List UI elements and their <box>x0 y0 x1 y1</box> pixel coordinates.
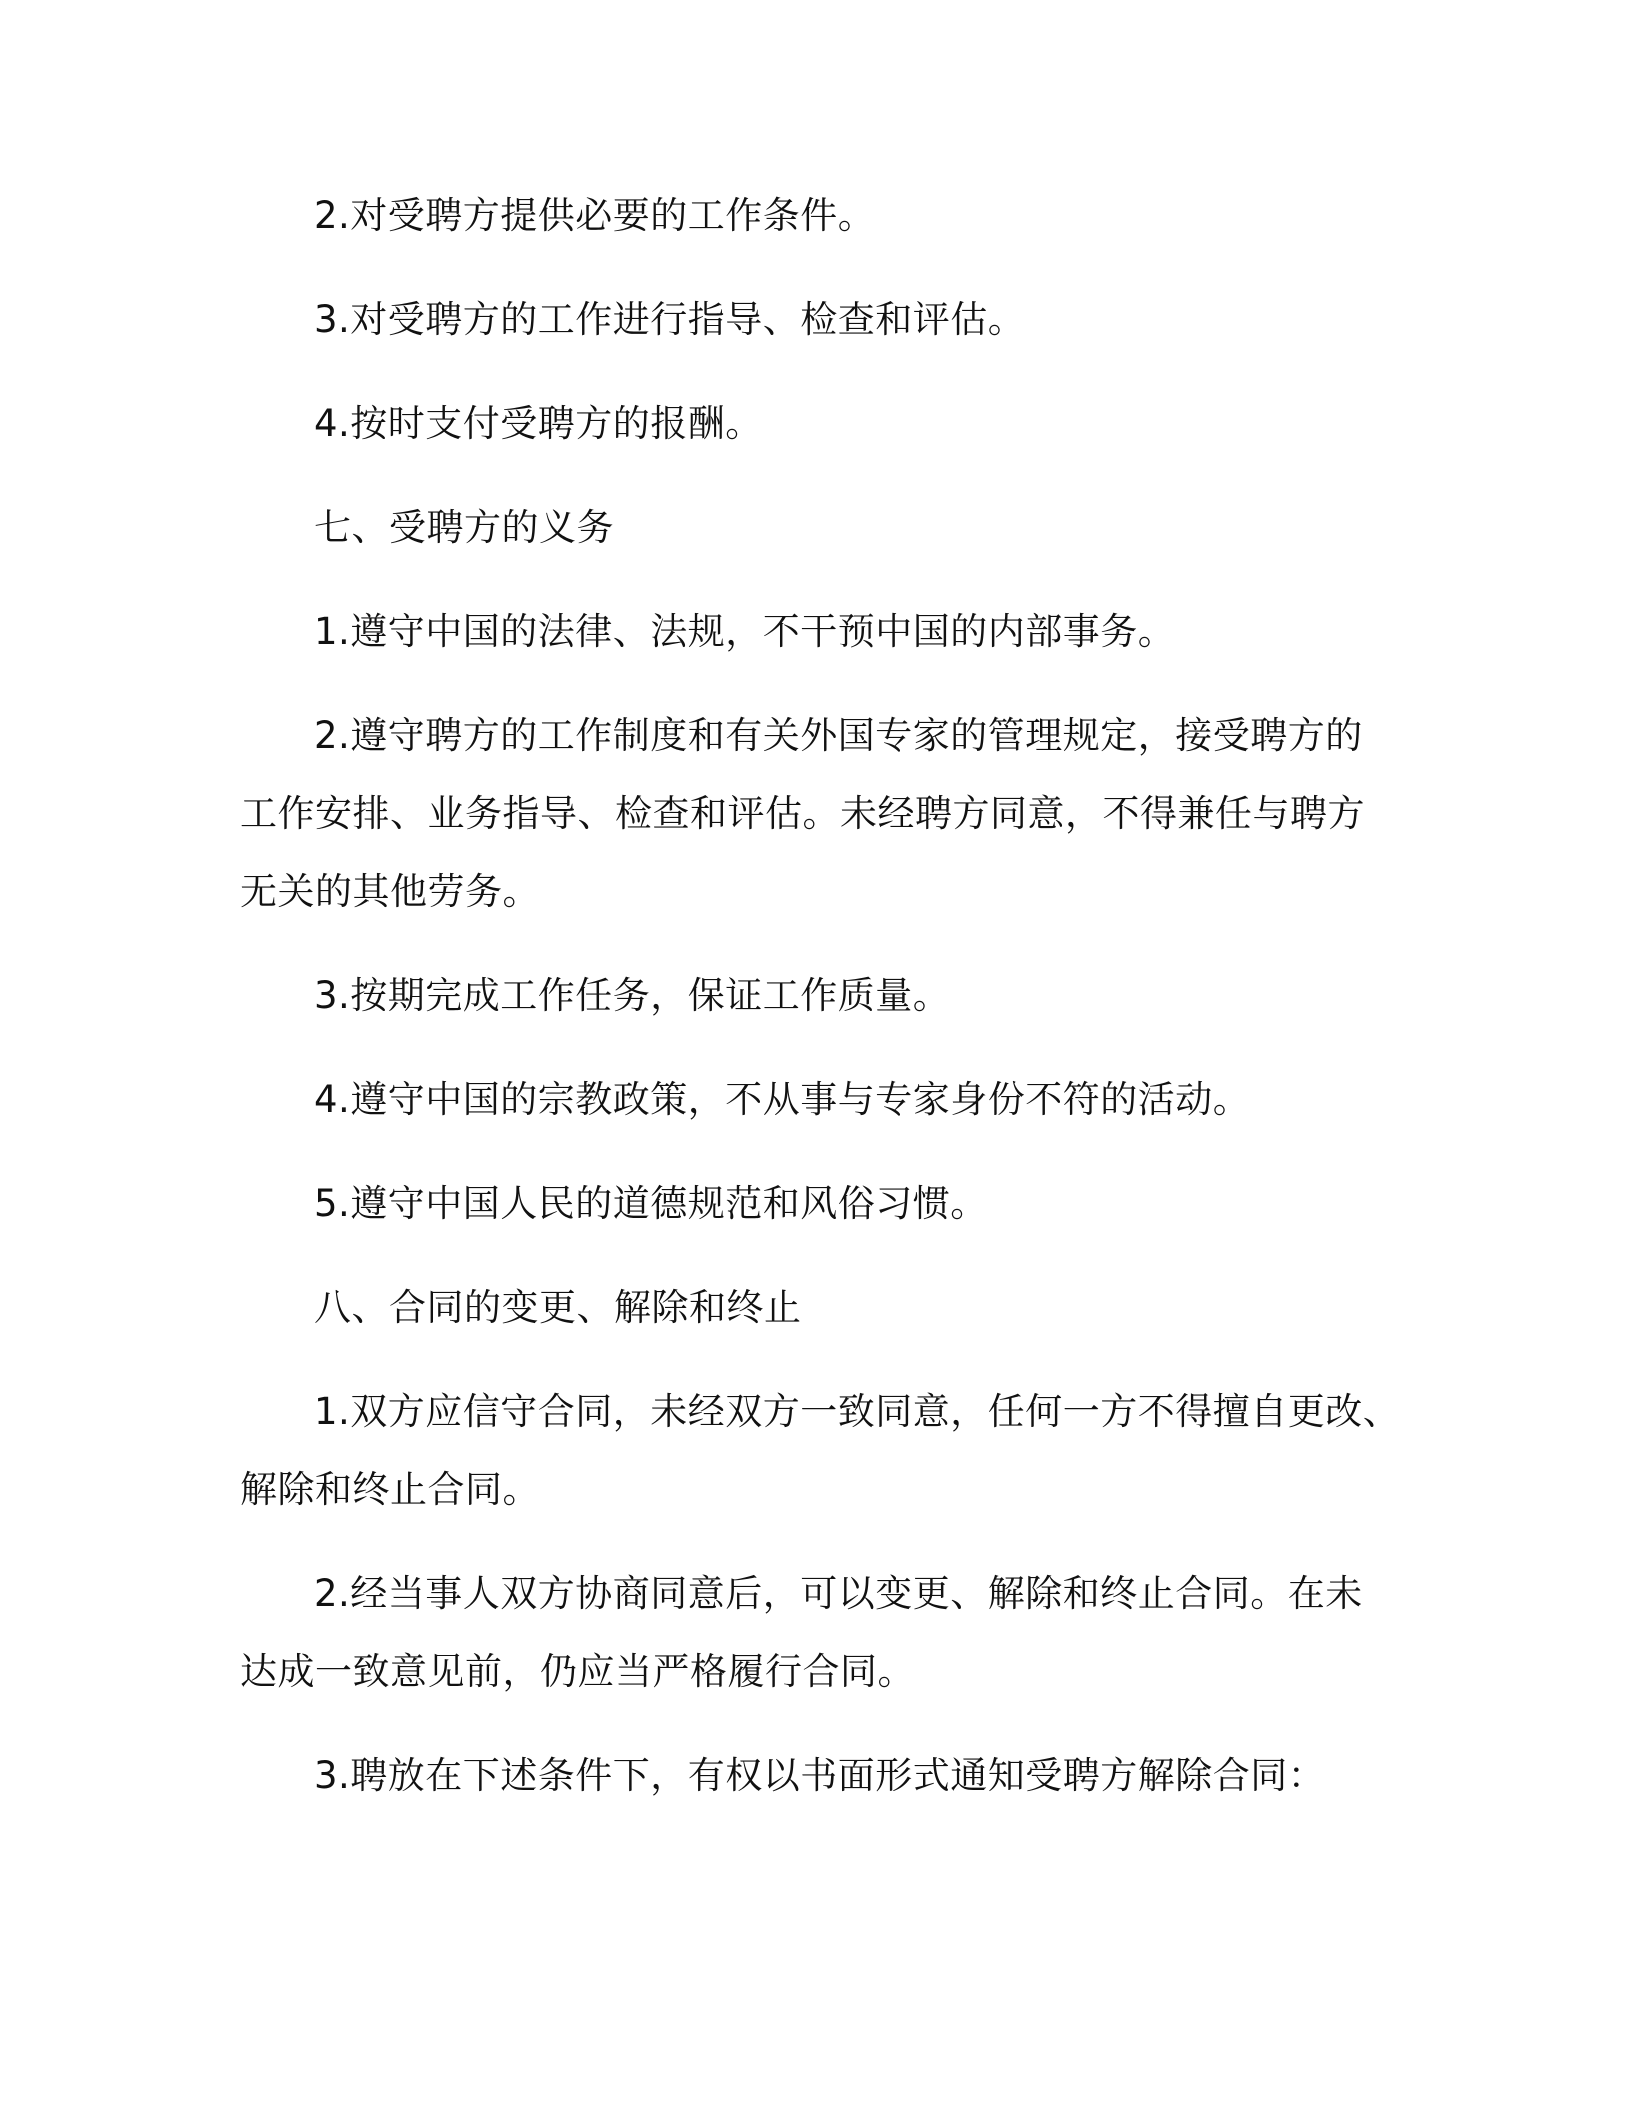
paragraph-employer-duty-4 <box>240 385 1380 463</box>
section-heading: 七、受聘方的义务 <box>314 506 614 549</box>
section-heading: 八、合同的变更、解除和终止 <box>314 1286 802 1329</box>
text-line: 2.遵守聘方的工作制度和有关外国专家的管理规定，接受聘方的 <box>314 714 1363 757</box>
paragraph-employee-duty-4 <box>240 1061 1380 1139</box>
paragraph-contract-change-3 <box>240 1737 1380 1815</box>
text-line: 3.对受聘方的工作进行指导、检查和评估。 <box>314 298 1026 341</box>
text-line: 2.对受聘方提供必要的工作条件。 <box>314 194 876 237</box>
text-line: 4.按时支付受聘方的报酬。 <box>314 402 763 445</box>
text-line: 3.聘放在下述条件下，有权以书面形式通知受聘方解除合同： <box>314 1754 1326 1797</box>
paragraph-employee-duty-2 <box>240 697 1380 931</box>
paragraph-contract-change-1 <box>240 1373 1401 1529</box>
text-line: 3.按期完成工作任务，保证工作质量。 <box>314 974 951 1017</box>
text-line: 2.经当事人双方协商同意后，可以变更、解除和终止合同。在未 <box>314 1572 1363 1615</box>
paragraph-contract-change-2 <box>240 1555 1380 1711</box>
text-line: 达成一致意见前，仍应当严格履行合同。 <box>240 1650 915 1693</box>
section-heading-seven <box>240 489 1380 567</box>
paragraph-employee-duty-5 <box>240 1165 1380 1243</box>
text-line: 解除和终止合同。 <box>240 1468 540 1511</box>
paragraph-employer-duty-2 <box>240 177 1380 255</box>
paragraph-employer-duty-3 <box>240 281 1380 359</box>
paragraph-employee-duty-3 <box>240 957 1380 1035</box>
text-line: 5.遵守中国人民的道德规范和风俗习惯。 <box>314 1182 988 1225</box>
text-line: 无关的其他劳务。 <box>240 870 540 913</box>
text-line: 工作安排、业务指导、检查和评估。未经聘方同意，不得兼任与聘方 <box>240 792 1365 835</box>
text-line: 1.遵守中国的法律、法规，不干预中国的内部事务。 <box>314 610 1176 653</box>
text-line: 4.遵守中国的宗教政策，不从事与专家身份不符的活动。 <box>314 1078 1251 1121</box>
paragraph-employee-duty-1 <box>240 593 1380 671</box>
section-heading-eight <box>240 1269 1380 1347</box>
text-line: 1.双方应信守合同，未经双方一致同意，任何一方不得擅自更改、 <box>314 1390 1401 1433</box>
